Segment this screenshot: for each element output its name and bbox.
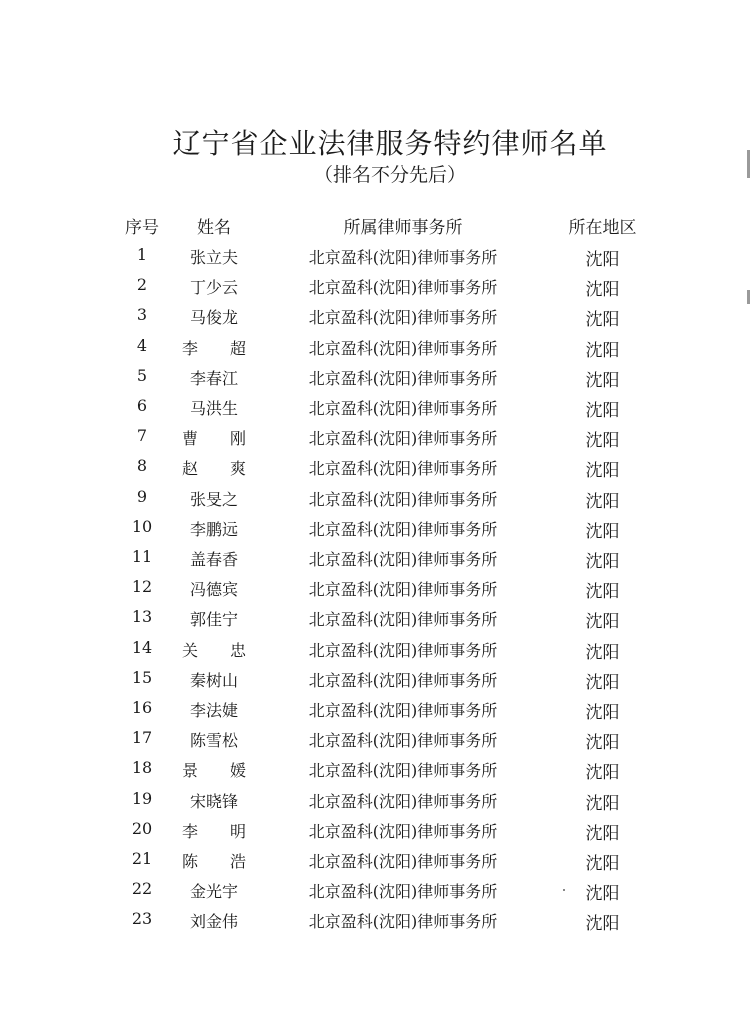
row-name: 赵爽 [182,459,246,479]
row-number: 16 [131,698,153,717]
row-area: 沈阳 [585,431,620,452]
row-name: 张旻之 [189,489,238,509]
row-area: 沈阳 [585,854,620,874]
row-area: 沈阳 [585,823,620,844]
header-name: 姓名 [197,218,231,238]
document-subtitle: （排名不分先后） [313,164,466,186]
row-name: 丁少云 [189,278,238,298]
row-number: 4 [136,335,148,355]
row-area: 沈阳 [585,310,620,331]
table-row [0,638,750,662]
table-row [0,396,750,420]
table-header-row [0,213,750,239]
row-firm: 北京盈科(沈阳)律师事务所 [308,852,498,871]
row-number: 22 [131,879,153,899]
row-firm: 北京盈科(沈阳)律师事务所 [308,550,498,569]
row-firm: 北京盈科(沈阳)律师事务所 [308,670,498,690]
row-firm: 北京盈科(沈阳)律师事务所 [308,701,498,720]
table-row [0,909,750,933]
row-firm: 北京盈科(沈阳)律师事务所 [308,912,498,932]
row-name: 马俊龙 [189,308,238,328]
row-firm: 北京盈科(沈阳)律师事务所 [308,580,498,600]
row-name: 李法婕 [189,701,238,720]
row-name: 刘金伟 [189,912,238,932]
table-row [0,758,750,782]
row-firm: 北京盈科(沈阳)律师事务所 [308,459,498,479]
row-area: 沈阳 [585,401,620,421]
row-number: 19 [131,788,153,808]
row-number: 3 [136,305,148,325]
row-name: 盖春香 [189,550,238,569]
row-number: 5 [136,365,148,385]
row-firm: 北京盈科(沈阳)律师事务所 [308,489,498,509]
row-number: 13 [131,607,153,627]
row-area: 沈阳 [585,461,620,482]
row-name: 金光宇 [189,882,238,902]
row-number: 10 [131,516,153,536]
table-row [0,728,750,752]
row-number: 17 [131,728,153,748]
table-row [0,305,750,329]
row-number: 1 [136,245,148,264]
row-area: 沈阳 [585,370,620,391]
table-row [0,577,750,601]
row-area: 沈阳 [585,733,620,754]
row-firm: 北京盈科(沈阳)律师事务所 [308,278,498,298]
row-number: 9 [136,486,148,506]
table-row [0,547,750,571]
row-number: 15 [131,667,153,687]
row-name: 宋晓锋 [189,791,238,811]
row-name: 关忠 [182,640,246,660]
row-number: 8 [136,456,148,476]
row-firm: 北京盈科(沈阳)律师事务所 [308,248,498,267]
row-firm: 北京盈科(沈阳)律师事务所 [308,882,498,902]
scan-speck [563,889,565,891]
row-area: 沈阳 [585,763,620,784]
row-area: 沈阳 [585,612,620,633]
row-area: 沈阳 [585,793,620,814]
row-name: 李鹏远 [189,519,238,539]
row-name: 陈浩 [182,852,246,871]
row-number: 12 [131,577,153,597]
row-area: 沈阳 [585,914,620,935]
row-firm: 北京盈科(沈阳)律师事务所 [308,338,498,358]
row-firm: 北京盈科(沈阳)律师事务所 [308,308,498,328]
row-area: 沈阳 [585,491,620,512]
row-name: 陈雪松 [189,731,238,751]
row-name: 李春江 [189,368,238,388]
row-area: 沈阳 [585,884,620,905]
header-number: 序号 [125,218,159,238]
row-firm: 北京盈科(沈阳)律师事务所 [308,610,498,630]
row-number: 23 [131,909,153,929]
row-name: 郭佳宁 [189,610,238,630]
row-area: 沈阳 [585,552,620,572]
row-area: 沈阳 [585,672,620,693]
row-firm: 北京盈科(沈阳)律师事务所 [308,731,498,751]
header-firm: 所属律师事务所 [343,218,463,238]
table-row [0,698,750,722]
row-firm: 北京盈科(沈阳)律师事务所 [308,429,498,449]
table-row [0,426,750,450]
row-firm: 北京盈科(沈阳)律师事务所 [308,519,498,539]
row-area: 沈阳 [585,582,620,603]
row-number: 6 [136,396,148,415]
table-row [0,668,750,692]
table-row [0,487,750,511]
row-name: 曹刚 [182,429,246,449]
row-name: 马洪生 [189,399,238,418]
row-area: 沈阳 [585,340,620,361]
row-firm: 北京盈科(沈阳)律师事务所 [308,399,498,418]
table-row [0,366,750,390]
row-area: 沈阳 [585,521,620,542]
row-firm: 北京盈科(沈阳)律师事务所 [308,761,498,781]
row-area: 沈阳 [585,250,620,270]
row-number: 14 [131,637,153,657]
table-row [0,849,750,873]
table-row [0,336,750,360]
row-number: 7 [136,426,148,446]
row-number: 21 [131,849,153,868]
table-row [0,819,750,843]
row-firm: 北京盈科(沈阳)律师事务所 [308,368,498,388]
row-firm: 北京盈科(沈阳)律师事务所 [308,640,498,660]
row-firm: 北京盈科(沈阳)律师事务所 [308,791,498,811]
row-number: 11 [131,547,153,566]
table-row [0,456,750,480]
row-name: 张立夫 [189,248,238,267]
row-name: 李超 [182,338,246,358]
row-area: 沈阳 [585,642,620,663]
table-row [0,245,750,269]
table-row [0,607,750,631]
document-title: 辽宁省企业法律服务特约律师名单 [172,127,608,160]
row-number: 20 [131,818,153,838]
table-row [0,517,750,541]
row-name: 秦树山 [189,670,238,690]
row-name: 冯德宾 [189,580,238,600]
table-row [0,789,750,813]
row-area: 沈阳 [585,703,620,723]
header-area: 所在地区 [568,218,637,238]
table-row [0,879,750,903]
row-name: 李明 [182,821,246,841]
table-row [0,275,750,299]
row-number: 18 [131,758,153,778]
row-firm: 北京盈科(沈阳)律师事务所 [308,821,498,841]
row-area: 沈阳 [585,280,620,301]
row-number: 2 [136,275,148,295]
row-name: 景媛 [182,761,246,781]
